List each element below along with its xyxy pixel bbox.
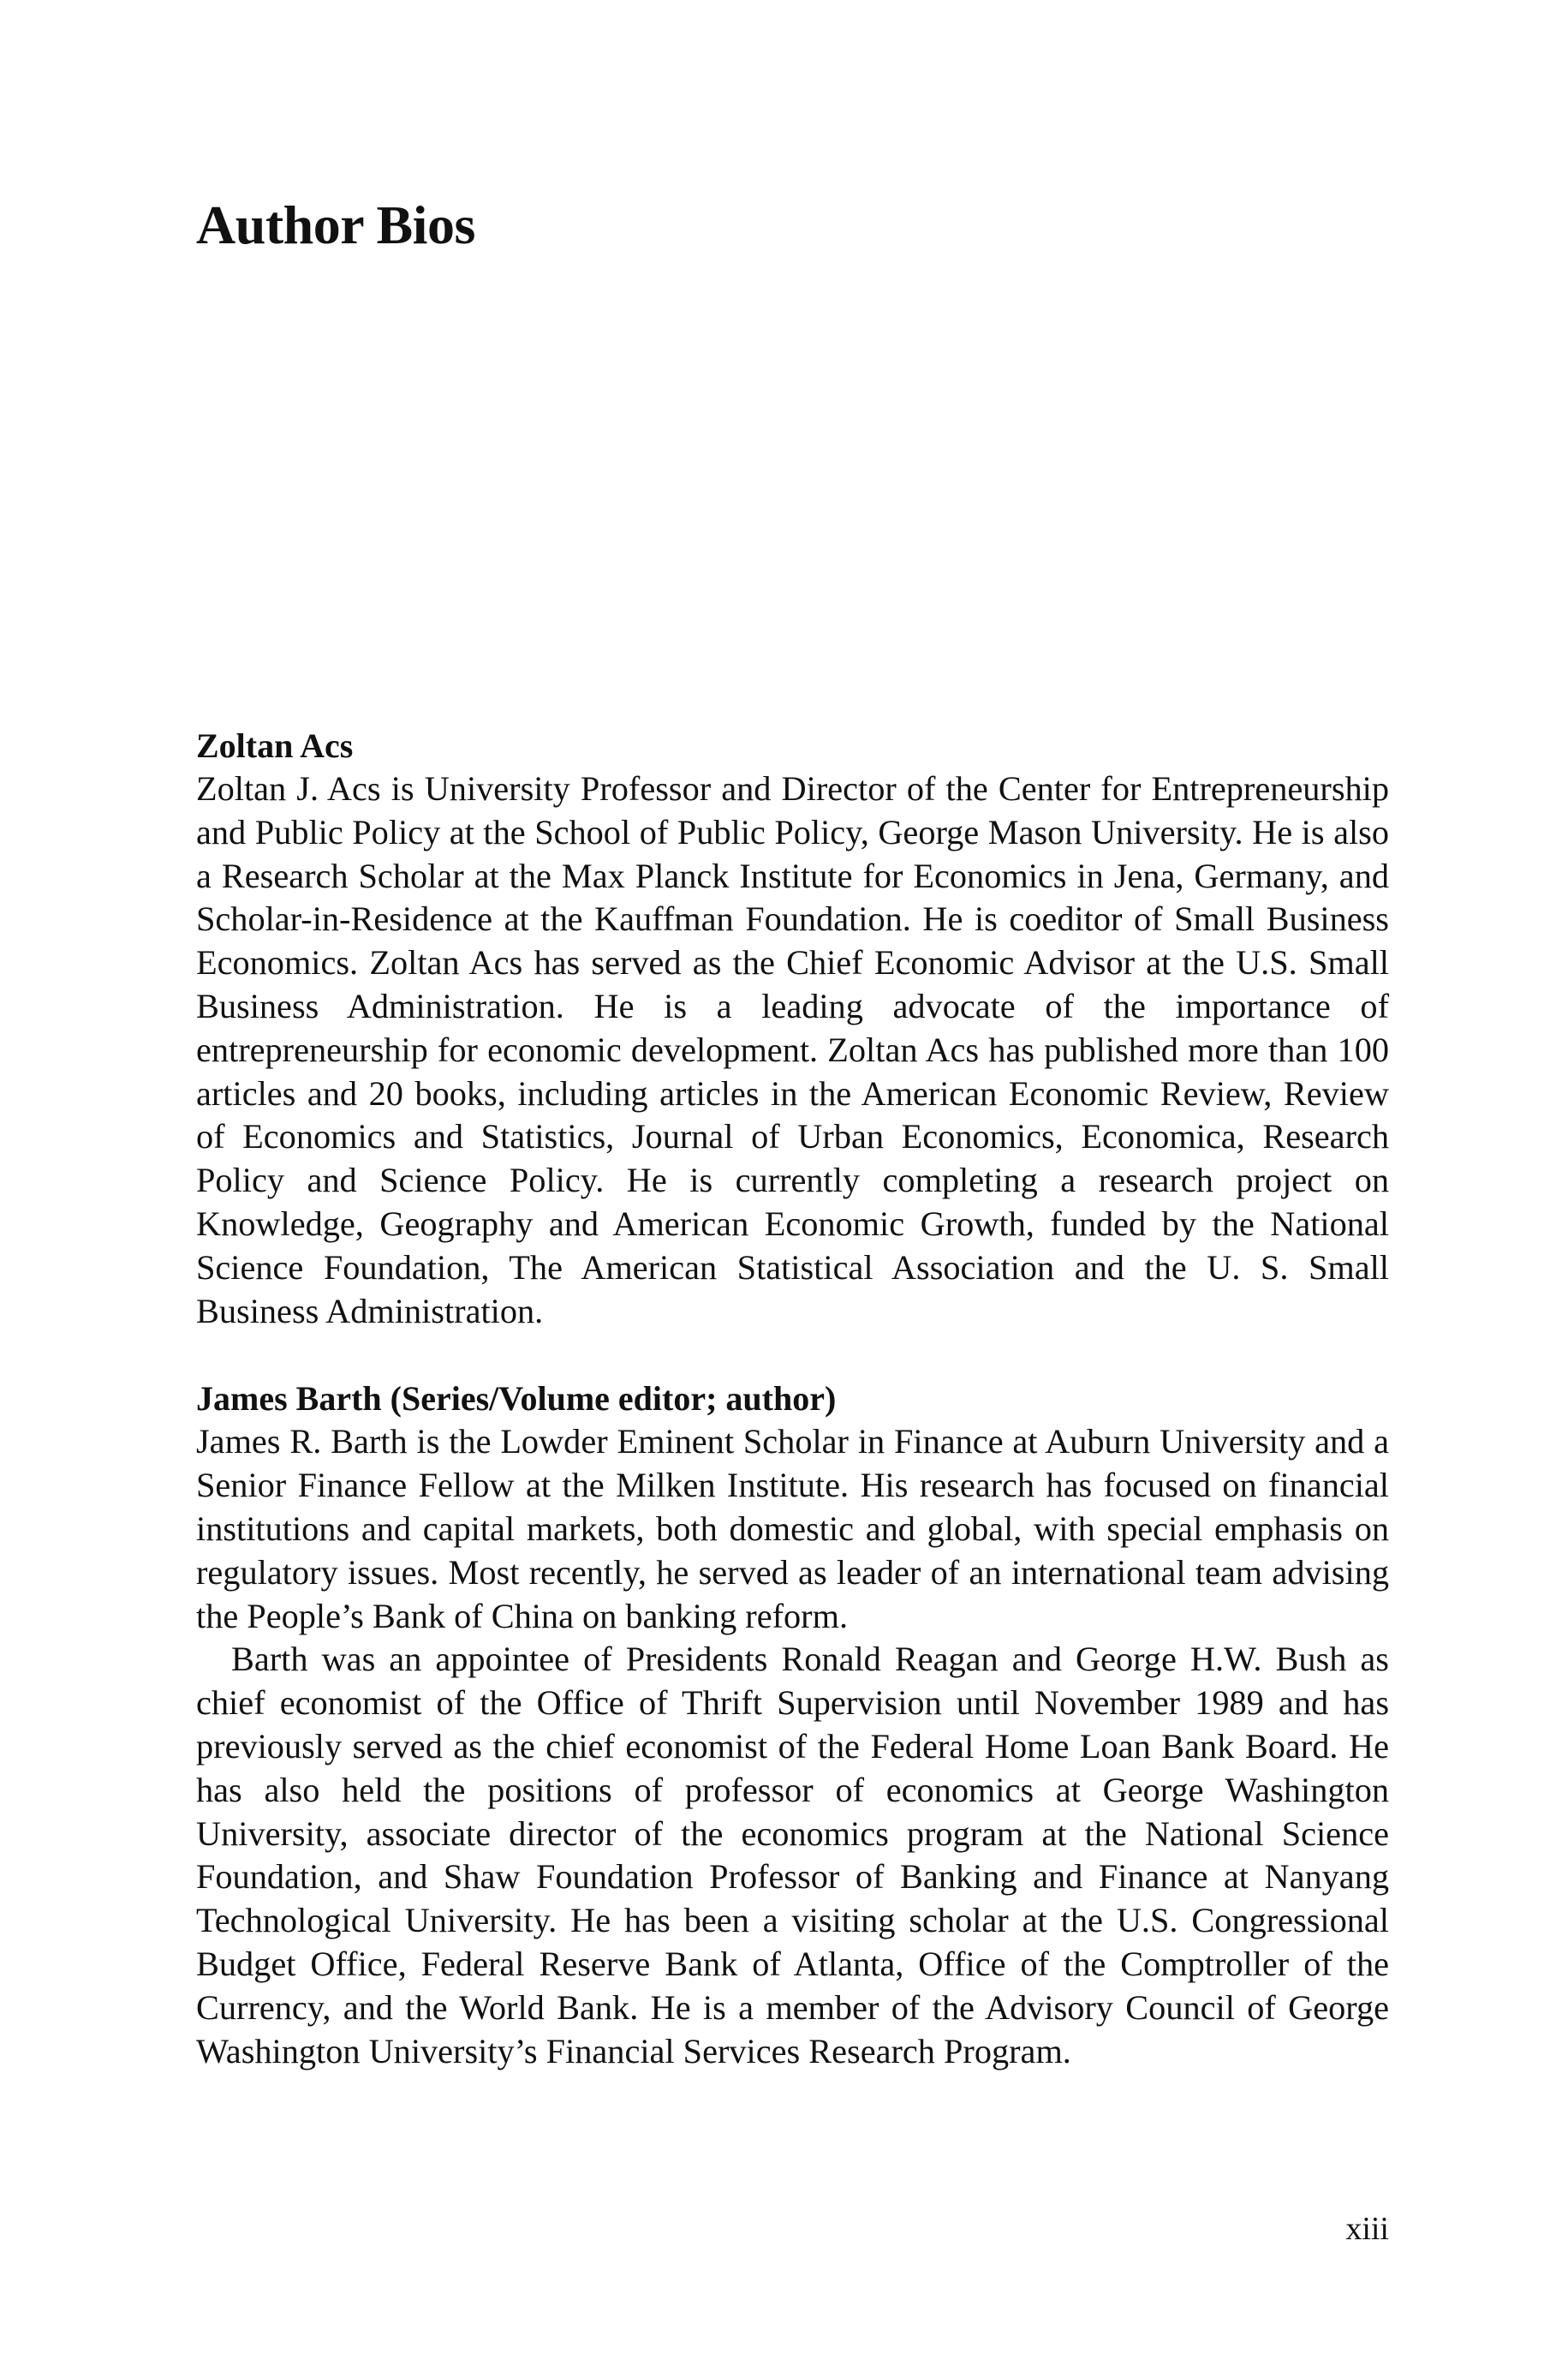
- author-bio-zoltan-acs: [196, 724, 1389, 1333]
- page-title: Author Bios: [196, 194, 475, 255]
- page-number: xiii: [1345, 2211, 1389, 2247]
- bio-paragraph: James R. Barth is the Lowder Eminent Scholar in Finance at Auburn University and a Senior Finance Fellow at the Milken Institute. His research has focused on financial institutions and capital markets, both domestic and global, with special emphasis on regulatory issues. Most recently, he served as leader of an international team advising the People’s Bank of China on banking reform.: [196, 1422, 1389, 1635]
- author-name: Zoltan Acs: [196, 726, 354, 765]
- author-name: James Barth (Series/Volume editor; author): [196, 1379, 837, 1419]
- bio-paragraph: Barth was an appointee of Presidents Ronald Reagan and George H.W. Bush as chief economist of the Office of Thrift Supervision until November 1989 and has previously served as the chief economist of the Federal Home Loan Bank Board. He has also held the positions of professor of economics at George Washington University, associate director of the economics program at the National Science Foundation, and Shaw Foundation Professor of Banking and Finance at Nanyang Technological University. He has been a visiting scholar at the U.S. Congressional Budget Office, Federal Reserve Bank of Atlanta, Office of the Comptroller of the Currency, and the World Bank. He is a member of the Advisory Council of George Washington University’s Financial Services Research Program.: [196, 1640, 1389, 2070]
- bio-paragraph: Zoltan J. Acs is University Professor and Director of the Center for Entrepreneurship and Public Policy at the School of Public Policy, George Mason University. He is also a Research Scholar at the Max Planck Institute for Economics in Jena, Germany, and Scholar-in-Residence at the Kauffman Foundation. He is coeditor of Small Business Economics. Zoltan Acs has served as the Chief Economic Advisor at the U.S. Small Business Administration. He is a leading advocate of the importance of entrepreneurship for economic development. Zoltan Acs has published more than 100 articles and 20 books, including articles in the American Economic Review, Review of Economics and Statistics, Journal of Urban Economics, Economica, Research Policy and Science Policy. He is currently completing a research project on Knowledge, Geography and American Economic Growth, funded by the National Science Foundation, The American Statistical Association and the U. S. Small Business Administration.: [196, 769, 1389, 1330]
- author-bio-james-barth: [196, 1377, 1389, 2073]
- author-bios-list: [196, 724, 1389, 2073]
